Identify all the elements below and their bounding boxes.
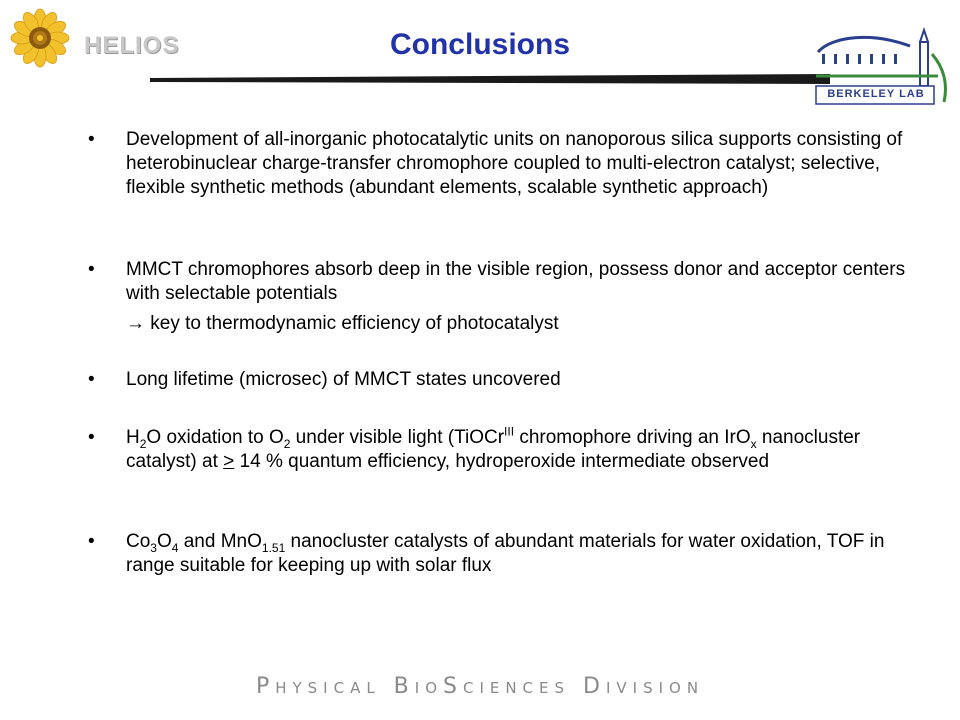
text-run: O oxidation to O	[146, 427, 284, 448]
text-run: Co	[126, 531, 151, 552]
bullet-item-5	[88, 530, 906, 578]
subscript: 2	[139, 436, 147, 451]
subscript: 1.51	[261, 540, 286, 555]
bullet-text: Long lifetime (microsec) of MMCT states uncovered	[126, 369, 561, 390]
bullet-2-conclusion: → key to thermodynamic efficiency of photocatalyst	[126, 313, 559, 334]
subscript: 2	[283, 436, 291, 451]
bullet-text	[126, 531, 884, 576]
page-title: Conclusions	[389, 28, 570, 61]
subscript: x	[750, 436, 757, 451]
text-run: nanocluster catalyst) at	[126, 427, 861, 472]
berkeley-lab-text: BERKELEY LAB	[827, 88, 925, 100]
bullet-symbol: •	[88, 427, 95, 448]
text-run: O	[156, 531, 172, 552]
division-footer: Physical BioSciences Division	[255, 674, 705, 699]
bullet-symbol: •	[88, 369, 95, 390]
text-run: 14 % quantum efficiency, hydroperoxide intermediate observed	[234, 451, 770, 472]
helios-logo-text: HELIOS	[84, 32, 180, 59]
text-run: and MnO	[178, 531, 262, 552]
bullet-item-3	[88, 368, 906, 392]
greater-equal-symbol: >	[223, 451, 235, 472]
bullet-symbol: •	[88, 259, 95, 280]
bullet-item-1	[88, 128, 906, 200]
subscript: 3	[150, 540, 157, 555]
bullet-symbol: •	[88, 531, 95, 552]
text-run: chromophore driving an IrO	[514, 427, 751, 448]
title-underline-bar	[150, 72, 830, 86]
bullet-item-2	[88, 258, 906, 306]
subscript: 4	[171, 540, 179, 555]
bullet-symbol: •	[88, 129, 95, 150]
berkeley-lab-logo	[812, 24, 956, 108]
superscript: III	[504, 424, 515, 439]
bullet-text: MMCT chromophores absorb deep in the visible region, possess donor and acceptor centers with selectable potentials	[126, 259, 906, 304]
bullet-item-4	[88, 426, 906, 474]
text-run: under visible light (TiOCr	[290, 427, 505, 448]
text-run: nanocluster catalysts of abundant materials for water oxidation, TOF in range suitable for keeping up with solar flux	[126, 531, 885, 576]
bullet-text	[126, 424, 861, 472]
bullet-text: Development of all-inorganic photocatalytic units on nanoporous silica supports consisting of heterobinuclear charge-transfer chromophore coupled to multi-electron catalyst; selective, flexible synthetic methods (abundant elements, scalable synthetic approach)	[126, 129, 903, 198]
text-run: H	[126, 427, 140, 448]
